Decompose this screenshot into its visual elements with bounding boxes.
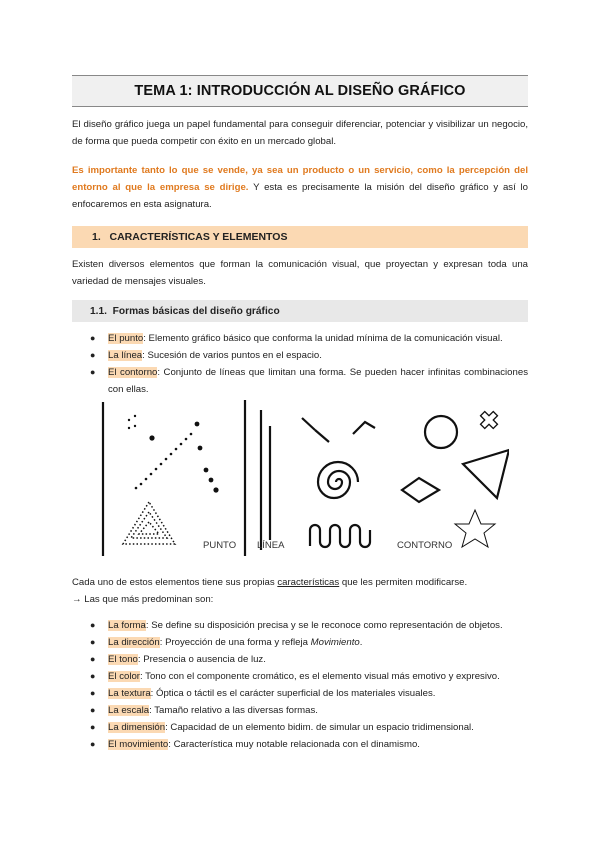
list-item-desc: : Óptica o táctil es el carácter superficial de los materiales visuales.	[150, 688, 436, 699]
list-item	[88, 702, 528, 719]
list-item-desc: : Proyección de una forma y refleja	[159, 637, 311, 648]
list-item-term: La escala	[108, 705, 150, 716]
dot-pattern	[128, 415, 219, 493]
list-item-desc: : Se define su disposición precisa y se le reconoce como representación de objetos.	[145, 620, 503, 631]
elements-list	[88, 617, 528, 753]
list-item-term: La textura	[108, 688, 151, 699]
bullet-icon: ●	[90, 333, 96, 343]
figure-label-punto: PUNTO	[203, 540, 237, 551]
bullet-icon: ●	[90, 705, 96, 715]
list-item-desc: : Capacidad de un elemento bidim. de simular un espacio tridimensional.	[165, 722, 474, 733]
highlight-follow: Y esta es precisamente la misión del diseño gráfico y así lo enfocaremos en esta asignatura.	[72, 182, 528, 210]
arrow-icon: →	[72, 594, 82, 605]
figure-label-linea: LÍNEA	[257, 540, 285, 551]
line-sample-diagonal-b	[315, 430, 329, 442]
bullet-icon: ●	[90, 688, 96, 698]
list-item-term: La línea	[108, 350, 143, 361]
list-item-desc: : Elemento gráfico básico que conforma la unidad mínima de la comunicación visual.	[143, 333, 503, 344]
triangle-outline	[463, 450, 509, 498]
list-item	[88, 651, 528, 668]
elements-intro-pre: Cada uno de estos elementos tiene sus propias	[72, 577, 278, 588]
elements-intro-post: que les permiten modificarse.	[339, 577, 468, 588]
list-item	[88, 719, 528, 736]
highlight-sentence: Es importante tanto lo que se vende, ya sea un producto o un servicio, como la percepción del entorno al que la empresa se dirige.	[72, 165, 528, 193]
line-sample-angle	[353, 422, 375, 434]
circle-outline	[425, 416, 457, 448]
page-title-box	[72, 75, 528, 107]
bullet-icon: ●	[90, 722, 96, 732]
list-item	[88, 347, 528, 364]
highlight-paragraph	[72, 162, 528, 213]
list-item-term: El tono	[108, 654, 138, 665]
bullet-icon: ●	[90, 350, 96, 360]
bullet-icon: ●	[90, 654, 96, 664]
section-heading-1-1-text: 1.1. Formas básicas del diseño gráfico	[90, 305, 280, 317]
page-title: TEMA 1: INTRODUCCIÓN AL DISEÑO GRÁFICO	[134, 83, 466, 99]
elements-intro-link: características	[277, 577, 340, 588]
cross-outline	[476, 407, 501, 432]
list-item-term: La dirección	[108, 637, 160, 648]
section-heading-1-text: 1. CARACTERÍSTICAS Y ELEMENTOS	[92, 231, 288, 243]
list-item-term: El color	[108, 671, 140, 682]
list-item-desc: : Conjunto de líneas que limitan una forma. Se pueden hacer infinitas combinaciones con ellas.	[108, 367, 528, 395]
list-item	[88, 668, 528, 685]
list-item	[88, 685, 528, 702]
list-item-term: El contorno	[108, 367, 158, 378]
section-heading-1-1	[72, 300, 528, 322]
figure-label-contorno: CONTORNO	[397, 540, 453, 551]
elements-intro	[72, 574, 528, 608]
bullet-icon: ●	[90, 739, 96, 749]
bullet-icon: ●	[90, 637, 96, 647]
list-item	[88, 634, 528, 651]
list-item-desc: : Tamaño relativo a las diversas formas.	[149, 705, 318, 716]
section-1-paragraph: Existen diversos elementos que forman la comunicación visual, que proyectan y expresan toda una variedad de mensajes visuales.	[72, 259, 528, 287]
elements-lead: Las que más predominan son:	[81, 594, 214, 605]
list-item-desc: : Sucesión de varios puntos en el espacio.	[142, 350, 322, 361]
list-item-desc: : Tono con el componente cromático, es el elemento visual más emotivo y expresivo.	[140, 671, 500, 682]
list-item-term: La forma	[108, 620, 146, 631]
list-item-italic: Movimiento	[310, 637, 360, 648]
star-outline	[455, 510, 495, 547]
list-item-desc: : Presencia o ausencia de luz.	[137, 654, 266, 665]
intro-paragraph: El diseño gráfico juega un papel fundamental para conseguir diferenciar, potenciar y visibilizar un negocio, de forma que pueda competir con éxito en un mercado global.	[72, 119, 528, 147]
basic-forms-figure	[99, 398, 509, 558]
list-item-term: La dimensión	[108, 722, 166, 733]
basic-forms-list	[88, 330, 528, 398]
list-item-term: El movimiento	[108, 739, 169, 750]
list-item	[88, 736, 528, 753]
bullet-icon: ●	[90, 671, 96, 681]
list-item-desc: : Característica muy notable relacionada con el dinamismo.	[168, 739, 420, 750]
list-item	[88, 330, 528, 347]
list-item-term: El punto	[108, 333, 144, 344]
wave-line	[310, 525, 370, 547]
dotted-triangles	[123, 502, 175, 544]
list-item	[88, 617, 528, 634]
line-sample-diagonal-a	[302, 418, 315, 430]
bullet-icon: ●	[90, 367, 96, 377]
section-heading-1	[72, 226, 528, 248]
bullet-icon: ●	[90, 620, 96, 630]
list-item-tail: .	[359, 637, 363, 648]
diamond-outline	[402, 478, 439, 502]
list-item	[88, 364, 528, 398]
spiral-shape	[318, 462, 358, 498]
